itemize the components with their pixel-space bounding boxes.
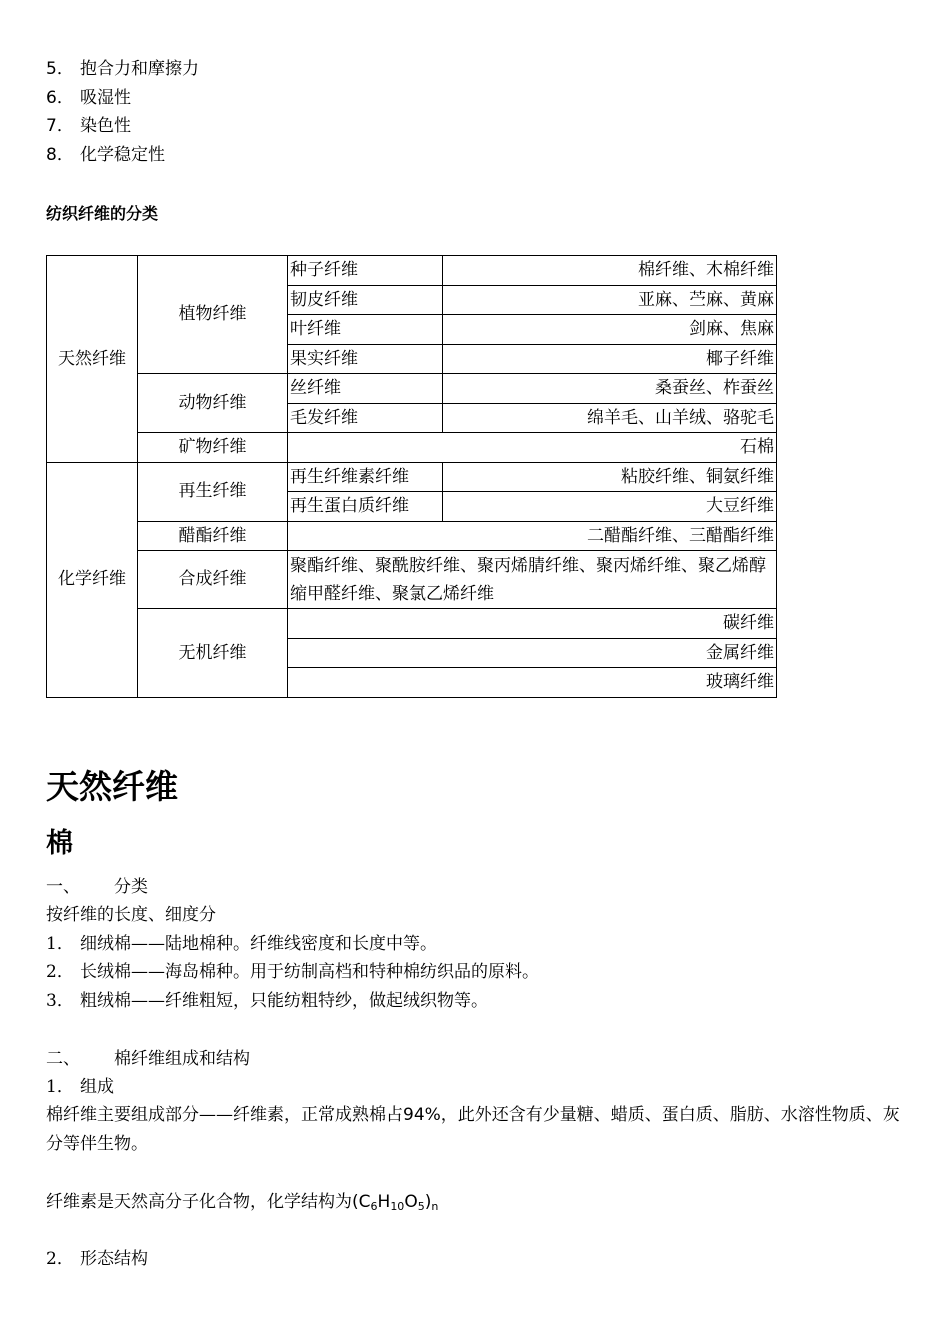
heading-1: 天然纤维 bbox=[46, 767, 178, 806]
formula-part: H bbox=[377, 1192, 391, 1212]
list-text: 染色性 bbox=[80, 116, 131, 136]
example-cell: 亚麻、苎麻、黄麻 bbox=[443, 285, 777, 315]
type-cell: 丝纤维 bbox=[288, 374, 443, 404]
group-mineral: 矿物纤维 bbox=[138, 433, 288, 463]
list-number: 5． bbox=[46, 59, 74, 79]
example-cell: 碳纤维 bbox=[288, 609, 777, 639]
table-row bbox=[47, 374, 777, 404]
list-number: 6． bbox=[46, 88, 74, 108]
list-item bbox=[46, 933, 437, 955]
list-text: 细绒棉——陆地棉种。纤维线密度和长度中等。 bbox=[80, 934, 437, 954]
paragraph-text: 纤维素是天然高分子化合物，化学结构为 bbox=[46, 1192, 352, 1212]
table-row bbox=[47, 551, 777, 609]
percent-value: 94% bbox=[403, 1105, 441, 1125]
table-row bbox=[47, 521, 777, 551]
group-regenerated: 再生纤维 bbox=[138, 462, 288, 521]
section-title bbox=[46, 876, 148, 898]
type-cell: 毛发纤维 bbox=[288, 403, 443, 433]
type-cell: 叶纤维 bbox=[288, 315, 443, 345]
example-cell: 粘胶纤维、铜氨纤维 bbox=[443, 462, 777, 492]
type-cell: 再生蛋白质纤维 bbox=[288, 492, 443, 522]
example-cell: 椰子纤维 bbox=[443, 344, 777, 374]
list-number: 3． bbox=[46, 991, 74, 1011]
list-number: 2． bbox=[46, 962, 74, 982]
formula-subscript: 5 bbox=[417, 1200, 425, 1213]
table-row bbox=[47, 462, 777, 492]
type-cell: 韧皮纤维 bbox=[288, 285, 443, 315]
example-cell: 聚酯纤维、聚酰胺纤维、聚丙烯腈纤维、聚丙烯纤维、聚乙烯醇缩甲醛纤维、聚氯乙烯纤维 bbox=[288, 551, 777, 609]
list-number: 1． bbox=[46, 934, 74, 954]
section-number: 二、 bbox=[46, 1049, 80, 1069]
group-animal: 动物纤维 bbox=[138, 374, 288, 433]
example-cell: 二醋酯纤维、三醋酯纤维 bbox=[288, 521, 777, 551]
list-text: 抱合力和摩擦力 bbox=[80, 59, 199, 79]
category-natural: 天然纤维 bbox=[47, 256, 138, 463]
type-cell: 再生纤维素纤维 bbox=[288, 462, 443, 492]
chemical-formula bbox=[352, 1192, 438, 1212]
fiber-classification-table bbox=[46, 255, 777, 698]
formula-line bbox=[46, 1191, 438, 1218]
example-cell: 金属纤维 bbox=[288, 638, 777, 668]
list-item bbox=[46, 961, 539, 983]
table-row bbox=[47, 433, 777, 463]
formula-part: ) bbox=[424, 1192, 432, 1212]
list-text: 粗绒棉——纤维粗短，只能纺粗特纱，做起绒织物等。 bbox=[80, 991, 488, 1011]
list-text: 吸湿性 bbox=[80, 88, 131, 108]
formula-part: (C bbox=[352, 1192, 371, 1212]
paragraph-text: 棉纤维主要组成部分——纤维素，正常成熟棉占 bbox=[46, 1105, 403, 1125]
paragraph-text: ，此外还含有少量糖、蜡质、蛋白质、脂肪、水溶性物质、灰分等伴生物。 bbox=[46, 1105, 900, 1154]
formula-part: O bbox=[404, 1192, 418, 1212]
list-text: 组成 bbox=[80, 1077, 114, 1097]
list-item bbox=[46, 1248, 148, 1270]
example-cell: 玻璃纤维 bbox=[288, 668, 777, 698]
list-text: 形态结构 bbox=[80, 1249, 148, 1269]
category-chemical: 化学纤维 bbox=[47, 462, 138, 697]
group-inorganic: 无机纤维 bbox=[138, 609, 288, 698]
list-text: 化学稳定性 bbox=[80, 145, 165, 165]
table-row bbox=[47, 256, 777, 286]
example-cell: 桑蚕丝、柞蚕丝 bbox=[443, 374, 777, 404]
formula-subscript: n bbox=[431, 1200, 439, 1213]
example-cell: 绵羊毛、山羊绒、骆驼毛 bbox=[443, 403, 777, 433]
group-synthetic: 合成纤维 bbox=[138, 551, 288, 609]
example-cell: 剑麻、焦麻 bbox=[443, 315, 777, 345]
group-acetate: 醋酯纤维 bbox=[138, 521, 288, 551]
list-item bbox=[46, 87, 131, 109]
list-item bbox=[46, 144, 165, 166]
list-number: 7． bbox=[46, 116, 74, 136]
table-row bbox=[47, 609, 777, 639]
formula-subscript: 10 bbox=[390, 1200, 405, 1213]
section-title bbox=[46, 1048, 250, 1070]
example-cell: 大豆纤维 bbox=[443, 492, 777, 522]
section-heading: 纺织纤维的分类 bbox=[46, 204, 159, 223]
list-item bbox=[46, 1076, 114, 1098]
group-plant: 植物纤维 bbox=[138, 256, 288, 374]
section-label: 分类 bbox=[114, 877, 148, 897]
type-cell: 种子纤维 bbox=[288, 256, 443, 286]
list-number: 2． bbox=[46, 1249, 74, 1269]
formula-subscript: 6 bbox=[370, 1200, 378, 1213]
example-cell: 石棉 bbox=[288, 433, 777, 463]
heading-2: 棉 bbox=[46, 828, 73, 859]
section-label: 棉纤维组成和结构 bbox=[114, 1049, 250, 1069]
type-cell: 果实纤维 bbox=[288, 344, 443, 374]
list-item bbox=[46, 115, 131, 137]
paragraph bbox=[46, 1101, 906, 1159]
list-item bbox=[46, 58, 199, 80]
list-number: 1． bbox=[46, 1077, 74, 1097]
example-cell: 棉纤维、木棉纤维 bbox=[443, 256, 777, 286]
section-number: 一、 bbox=[46, 877, 80, 897]
paragraph: 按纤维的长度、细度分 bbox=[46, 905, 216, 925]
list-item bbox=[46, 990, 488, 1012]
list-number: 8． bbox=[46, 145, 74, 165]
list-text: 长绒棉——海岛棉种。用于纺制高档和特种棉纺织品的原料。 bbox=[80, 962, 539, 982]
